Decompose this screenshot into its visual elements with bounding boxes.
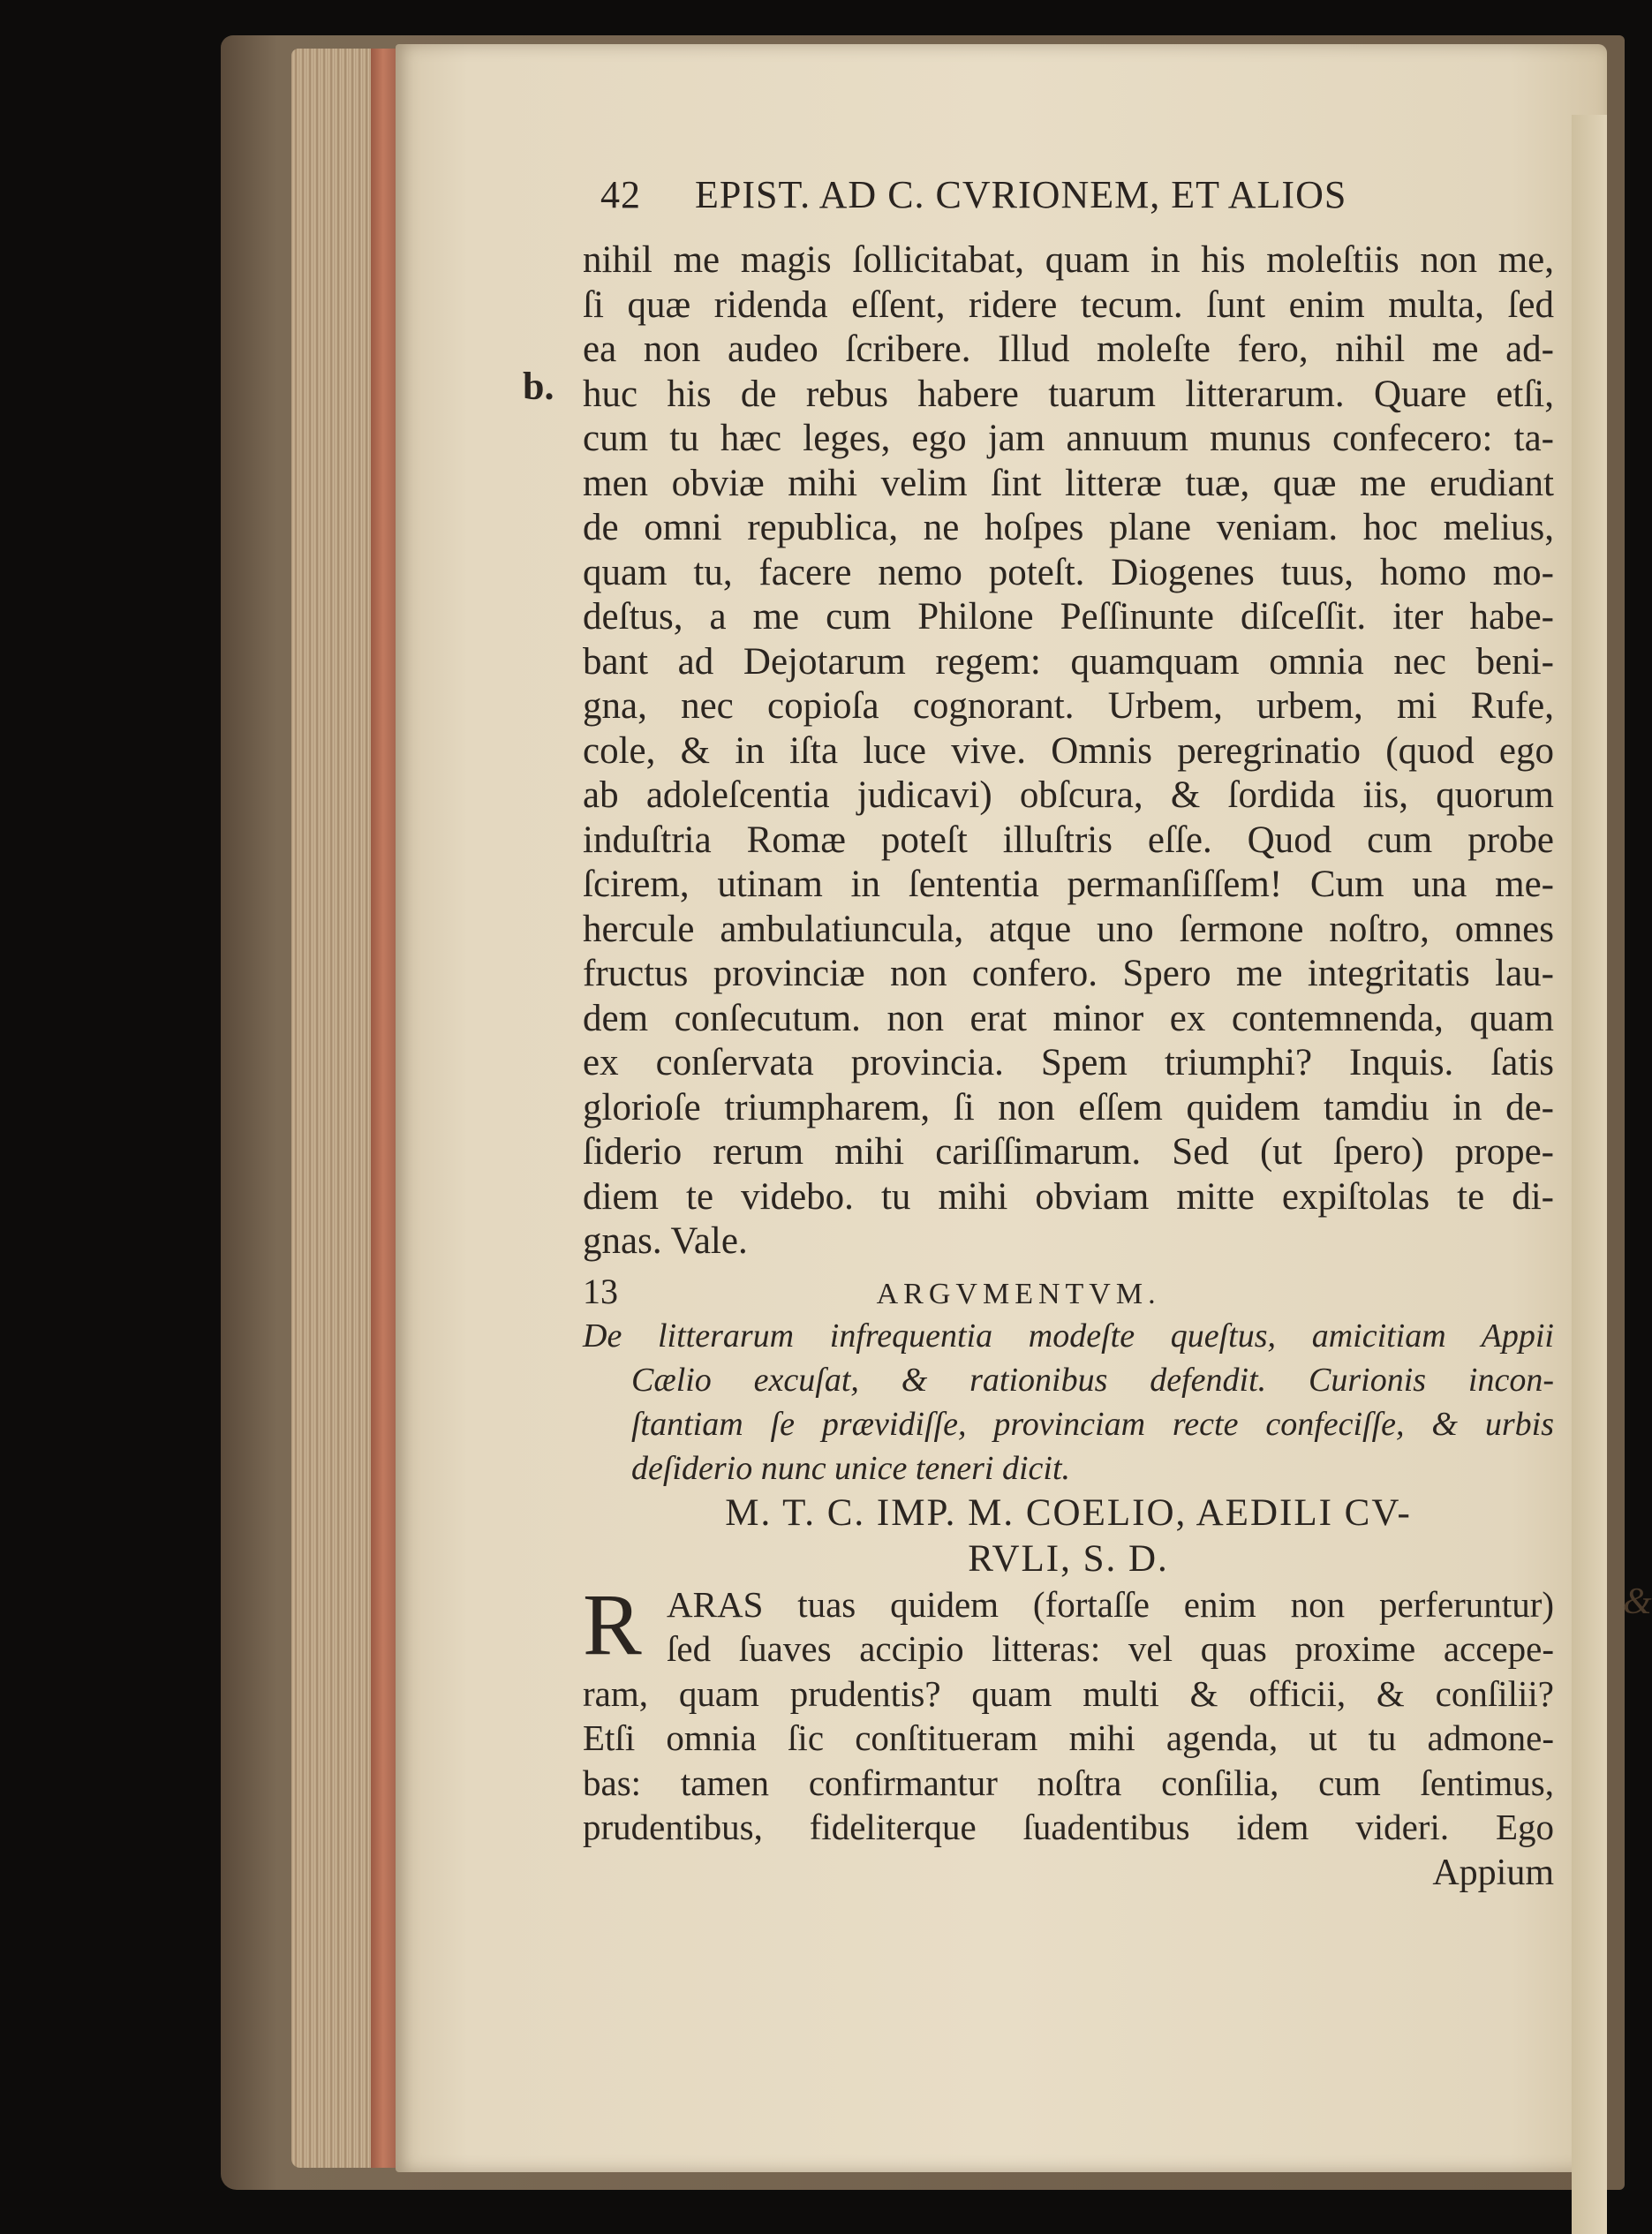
salutation-line: RVLI, S. D.: [968, 1537, 1169, 1580]
text-line: ab adoleſcentia judicavi) obſcura, & ſordida iis, quorum: [583, 774, 1554, 816]
red-page-edge: [371, 49, 396, 2168]
text-line: ſed ſuaves accipio litteras: vel quas proxime accepe-: [667, 1628, 1554, 1669]
running-title: EPIST. AD C. CVRIONEM, ET ALIOS: [695, 173, 1347, 216]
argument-line: ſtantiam ſe prævidiſſe, provinciam recte confeciſſe, & urbis: [631, 1405, 1554, 1443]
stray-mark: &: [1623, 1581, 1652, 1622]
new-letter: [583, 1574, 1554, 1896]
text-line: cole, & in iſta luce vive. Omnis peregrinatio (quod ego: [583, 729, 1554, 772]
text-line: gnas. Vale.: [583, 1220, 748, 1262]
margin-note: b.: [523, 365, 554, 408]
text-line: hercule ambulatiuncula, atque uno ſermone noſtro, omnes: [583, 908, 1554, 950]
text-line: ſi quæ ridenda eſſent, ridere tecum. ſunt enim multa, ſed: [583, 283, 1554, 326]
catchword: Appium: [1432, 1852, 1554, 1893]
text-line: bant ad Dejotarum regem: quamquam omnia nec beni-: [583, 640, 1554, 683]
next-leaf-edge: [1572, 115, 1607, 2234]
text-line: fructus provinciæ non confero. Spero me integritatis lau-: [583, 953, 1554, 994]
text-line: Etſi omnia ſic conſtitueram mihi agenda, ut tu admone-: [583, 1717, 1554, 1758]
text-line: ſiderio rerum mihi cariſſimarum. Sed (ut ſpero) prope-: [583, 1131, 1554, 1173]
salutation: [583, 1491, 1554, 1582]
text-line: prudentibus, fideliterque ſuadentibus idem videri. Ego: [583, 1807, 1554, 1847]
text-line: cum tu hæc leges, ego jam annuum munus confecero: ta-: [583, 418, 1554, 459]
text-line: nihil me magis ſollicitabat, quam in his moleſtiis non me,: [583, 239, 1554, 281]
page-number: 42: [600, 173, 641, 216]
argument-block: [583, 1270, 1554, 1491]
text-line: ram, quam prudentis? quam multi & officii, & conſilii?: [583, 1672, 1554, 1714]
letter-number: 13: [583, 1271, 618, 1311]
text-line: huc his de rebus habere tuarum litterarum. Quare etſi,: [583, 373, 1554, 415]
argument-line: deſiderio nunc unice teneri dicit.: [631, 1449, 1071, 1487]
dropcap-row: [583, 1574, 1554, 1673]
text-line: bas: tamen confirmantur noſtra conſilia, cum ſentimus,: [583, 1762, 1554, 1803]
text-line: ARAS tuas quidem (fortaſſe enim non perferuntur): [667, 1583, 1554, 1625]
text-line: gna, nec copioſa cognorant. Urbem, urbem, mi Rufe,: [583, 685, 1554, 727]
text-line: glorioſe triumpharem, ſi non eſſem quidem tamdiu in de-: [583, 1086, 1554, 1128]
argument-line: De litterarum infrequentia modeſte queſtus, amicitiam Appii: [583, 1317, 1554, 1355]
page-text: [583, 238, 1554, 1896]
argument-heading: ARGVMENTVM.: [876, 1277, 1161, 1310]
running-head: [600, 172, 1457, 217]
text-line: quam tu, facere nemo poteſt. Diogenes tuus, homo mo-: [583, 551, 1554, 593]
text-line: de omni republica, ne hoſpes plane veniam. hoc melius,: [583, 507, 1554, 548]
argument-heading-row: [583, 1270, 1554, 1314]
text-line: ea non audeo ſcribere. Illud moleſte fero, nihil me ad-: [583, 328, 1554, 370]
text-line: ex conſervata provincia. Spem triumphi? Inquis. ſatis: [583, 1042, 1554, 1083]
text-line: diem te videbo. tu mihi obviam mitte expiſtolas te di-: [583, 1175, 1554, 1218]
text-line: ſcirem, utinam in ſententia permanſiſſem! Cum una me-: [583, 864, 1554, 905]
text-line: induſtria Romæ poteſt illuſtris eſſe. Quod cum probe: [583, 819, 1554, 861]
letter-end: [583, 238, 1554, 1264]
argument-line: Cælio excuſat, & rationibus defendit. Curionis incon-: [631, 1361, 1554, 1399]
drop-cap: R: [583, 1574, 642, 1673]
text-line: dem conſecutum. non erat minor ex contemnenda, quam: [583, 997, 1554, 1039]
salutation-line: M. T. C. IMP. M. COELIO, AEDILI CV-: [725, 1491, 1412, 1534]
text-line: deſtus, a me cum Philone Peſſinunte diſceſſit. iter habe-: [583, 596, 1554, 638]
text-line: men obviæ mihi velim ſint litteræ tuæ, quæ me erudiant: [583, 462, 1554, 504]
